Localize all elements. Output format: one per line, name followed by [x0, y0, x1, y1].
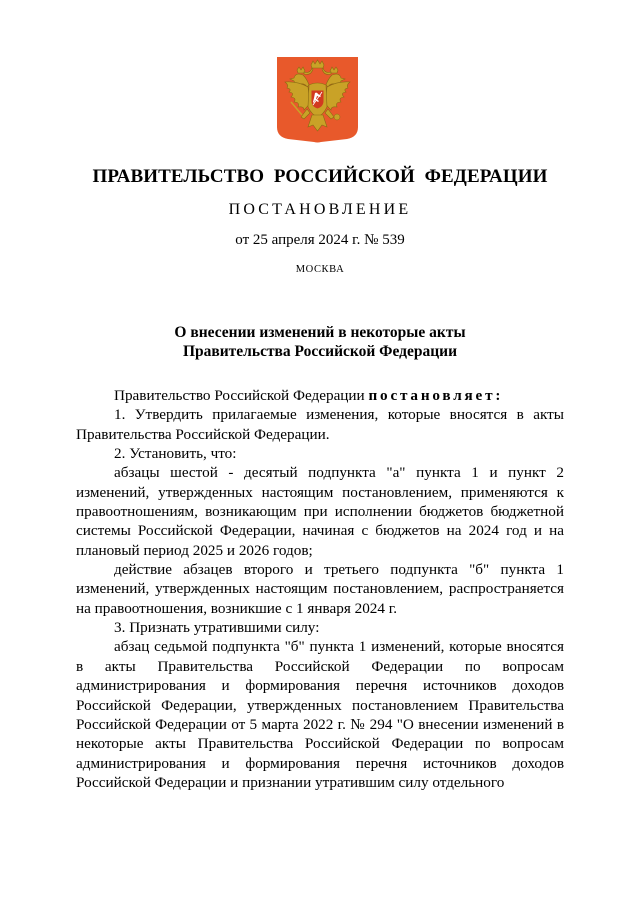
body-paragraph-4: действие абзацев второго и третьего подпункта "б" пункта 1 изменений, утвержденных настоящим постановлением, распространяется на правоотношения, возникшие с 1 января 2024 г.: [76, 561, 564, 617]
subject-line-1: О внесении изменений в некоторые акты: [174, 324, 466, 341]
body-paragraph-3: абзацы шестой - десятый подпункта "а" пункта 1 и пункт 2 изменений, утвержденных настоящим постановлением, применяются к правоотношениям, возникающим при исполнении бюджетов бюджетной системы Российской Федерации, начиная с бюджетов на 2024 год и на плановый период 2025 и 2026 годов;: [76, 464, 564, 559]
document-body: [76, 386, 564, 792]
body-paragraph-5: 3. Признать утратившими силу:: [114, 619, 320, 637]
intro-paragraph: [76, 386, 564, 405]
body-paragraph-6: абзац седьмой подпункта "б" пункта 1 изменений, которые вносятся в акты Правительства Российской Федерации по вопросам администрирования и формирования перечня источников доходов Российской Федерации, утвержденных постановлением Правительства Российской Федерации от 5 марта 2022 г. № 294 "О внесении изменений в некоторые акты Правительства Российской Федерации по вопросам администрирования и формирования перечня источников доходов Российской Федерации и признании утратившим силу отдельного: [76, 638, 564, 791]
document-city: МОСКВА: [295, 264, 345, 275]
body-paragraph-2: 2. Установить, что:: [114, 445, 237, 463]
russian-coat-of-arms-icon: [277, 57, 358, 143]
intro-resolves: постановляет:: [368, 387, 504, 404]
body-paragraph-1: 1. Утвердить прилагаемые изменения, которые вносятся в акты Правительства Российской Федерации.: [76, 406, 564, 443]
subject-line-2: Правительства Российской Федерации: [182, 343, 458, 360]
document-subject: [0, 323, 640, 361]
document-date: от 25 апреля 2024 г. № 539: [235, 232, 405, 248]
government-title: ПРАВИТЕЛЬСТВО РОССИЙСКОЙ ФЕДЕРАЦИИ: [92, 166, 548, 187]
intro-text: Правительство Российской Федерации: [114, 387, 369, 404]
document-type: ПОСТАНОВЛЕНИЕ: [228, 201, 412, 218]
